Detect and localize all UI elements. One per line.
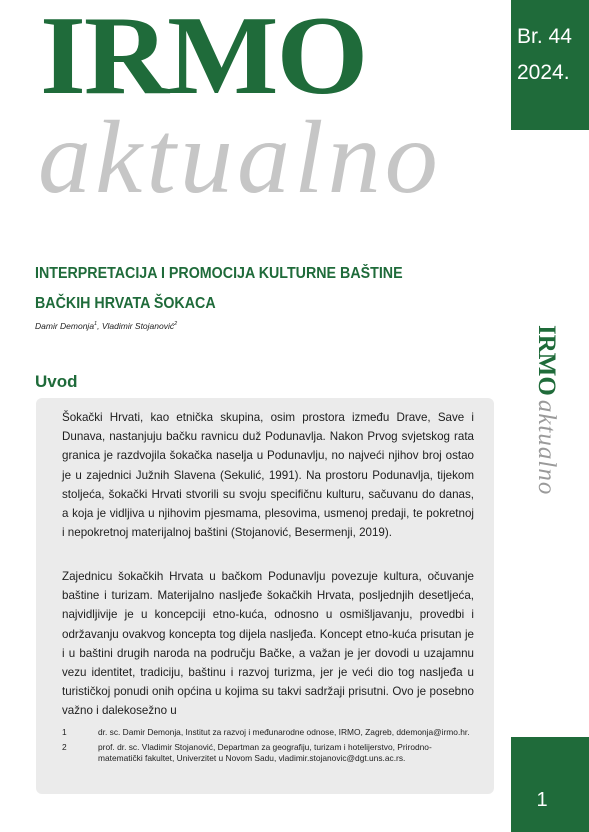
article-title-line-2: BAČKIH HRVATA ŠOKACA: [35, 295, 216, 312]
footnote-ref: 2: [174, 321, 178, 328]
author-name: Vladimir Stojanović: [101, 321, 175, 331]
side-logo-aktualno: aktualno: [533, 399, 560, 496]
page-number: 1: [536, 789, 548, 811]
issue-number: Br. 44: [517, 25, 572, 48]
footnote-number: 1: [62, 727, 67, 737]
logo-irmo: IRMO: [40, 0, 367, 118]
section-heading: Uvod: [35, 372, 78, 391]
footnote-text: prof. dr. sc. Vladimir Stojanović, Departman za geografiju, turizam i hotelijerstvo, Prirodno-matematički fakultet, Univerzitet u Novom Sadu, vladimir.stojanovic@dgt.uns.ac.rs.: [98, 741, 432, 763]
article-authors: [35, 321, 177, 331]
body-paragraph: Šokački Hrvati, kao etnička skupina, osim prostora između Drave, Save i Dunava, nastanjuju bačku ravnicu duž Podunavlja. Nakon Prvog svjetskog rata granica je razdvojila šokačka naselja u Podunavlju, no najveći njihov broj ostao je u zajednici Južnih Slavena (Sekulić, 1991). Na prostoru Podunavlja, tijekom stoljeća, šokački Hrvati stvorili su svoju specifičnu kulturu, sačuvanu do danas, a koja je vidljiva u njihovim pjesmama, plesovima, usmenoj predaji, te pokretnoj i nepokretnoj materijalnoj baštini (Stojanović, Besermenji, 2019).: [62, 411, 474, 540]
article-title-line-1: INTERPRETACIJA I PROMOCIJA KULTURNE BAŠTINE: [35, 265, 403, 282]
article-title: [35, 259, 458, 319]
footnotes: [62, 727, 472, 768]
body-paragraph: Zajednicu šokačkih Hrvata u bačkom Podunavlju povezuje kultura, očuvanje baštine i turizam. Materijalno nasljeđe šokačkih Hrvata, posljednjih desetljeća, najvidljivije je u koncepciji etno-kuća, odnosno u osmišljavanju, provedbi i održavanju ovakvog koncepta tog dijela nasljeđa. Koncept etno-kuća prisutan je i u baštini drugih naroda na području Bačke, a važan je jer dovodi u uzajamnu vezu identitet, tradiciju, baštinu i razvoj turizma, jer je veći dio tog nasljeđa u turističkoj ponudi onih općina u kojima su takvi sadržaji prisutni. Ovo je posebno važno i dalekosežno u: [62, 570, 474, 718]
footnote: [62, 727, 472, 739]
issue-year: 2024.: [517, 61, 570, 84]
author-name: Damir Demonja: [35, 321, 95, 331]
side-vertical-logo: [530, 325, 560, 555]
footnote-text: dr. sc. Damir Demonja, Institut za razvoj i međunarodne odnose, IRMO, Zagreb, ddemonja@irmo.hr.: [98, 727, 470, 737]
page-number-badge: [511, 737, 589, 832]
side-logo-irmo: IRMO: [533, 325, 560, 396]
footnote-number: 2: [62, 741, 67, 752]
footnote-ref: 1: [94, 321, 98, 328]
footnote: [62, 742, 472, 765]
issue-badge: [511, 0, 589, 130]
logo-aktualno: aktualno: [38, 100, 442, 215]
author-separator: ,: [97, 321, 102, 331]
